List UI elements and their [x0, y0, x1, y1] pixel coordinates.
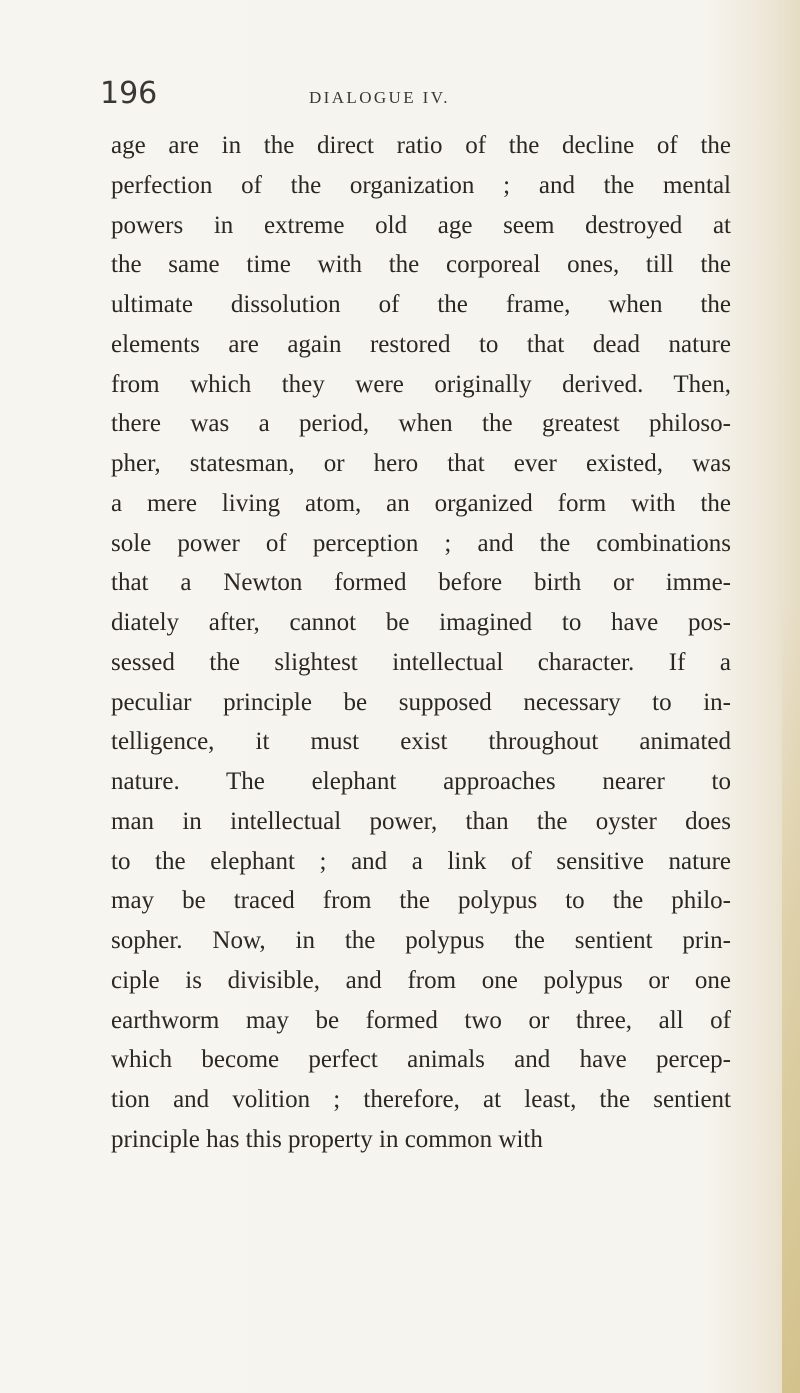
text-line: to the elephant ; and a link of sensitive nature — [111, 847, 731, 875]
text-line: peculiar principle be supposed necessary to in- — [111, 688, 731, 716]
text-line: telligence, it must exist throughout animated — [111, 728, 731, 756]
text-line: sopher. Now, in the polypus the sentient prin- — [111, 927, 731, 954]
text-line: principle has this property in common with — [111, 1125, 543, 1153]
text-line: that a Newton formed before birth or imme- — [111, 569, 731, 597]
text-line: nature. The elephant approaches nearer to — [111, 768, 731, 795]
text-line: powers in extreme old age seem destroyed at — [111, 211, 731, 239]
text-line: may be traced from the polypus to the philo- — [111, 887, 731, 915]
text-line: pher, statesman, or hero that ever existed, was — [111, 450, 731, 477]
text-line: elements are again restored to that dead nature — [111, 330, 731, 358]
page-number: 196 — [100, 76, 158, 111]
running-head: DIALOGUE IV. — [309, 88, 450, 107]
text-line: which become perfect animals and have percep- — [111, 1046, 731, 1074]
text-line: ciple is divisible, and from one polypus or one — [111, 966, 731, 994]
text-line: there was a period, when the greatest philoso- — [111, 410, 731, 438]
page-header — [0, 72, 800, 122]
text-line: ultimate dissolution of the frame, when the — [111, 291, 731, 318]
body-text — [111, 126, 731, 1160]
text-line: a mere living atom, an organized form with the — [111, 489, 731, 517]
text-line: man in intellectual power, than the oyster does — [111, 807, 731, 835]
text-line: diately after, cannot be imagined to have pos- — [111, 609, 731, 636]
text-line: the same time with the corporeal ones, till the — [111, 251, 731, 279]
text-line: from which they were originally derived. Then, — [111, 370, 731, 398]
text-line: tion and volition ; therefore, at least, the sentient — [111, 1086, 731, 1113]
text-line: perfection of the organization ; and the mental — [111, 171, 731, 199]
page-edge-stain — [782, 600, 800, 1393]
text-line: age are in the direct ratio of the decline of the — [111, 132, 731, 159]
text-line: sole power of perception ; and the combinations — [111, 529, 731, 557]
text-line: sessed the slightest intellectual character. If a — [111, 648, 731, 676]
text-line: earthworm may be formed two or three, all of — [111, 1006, 731, 1034]
